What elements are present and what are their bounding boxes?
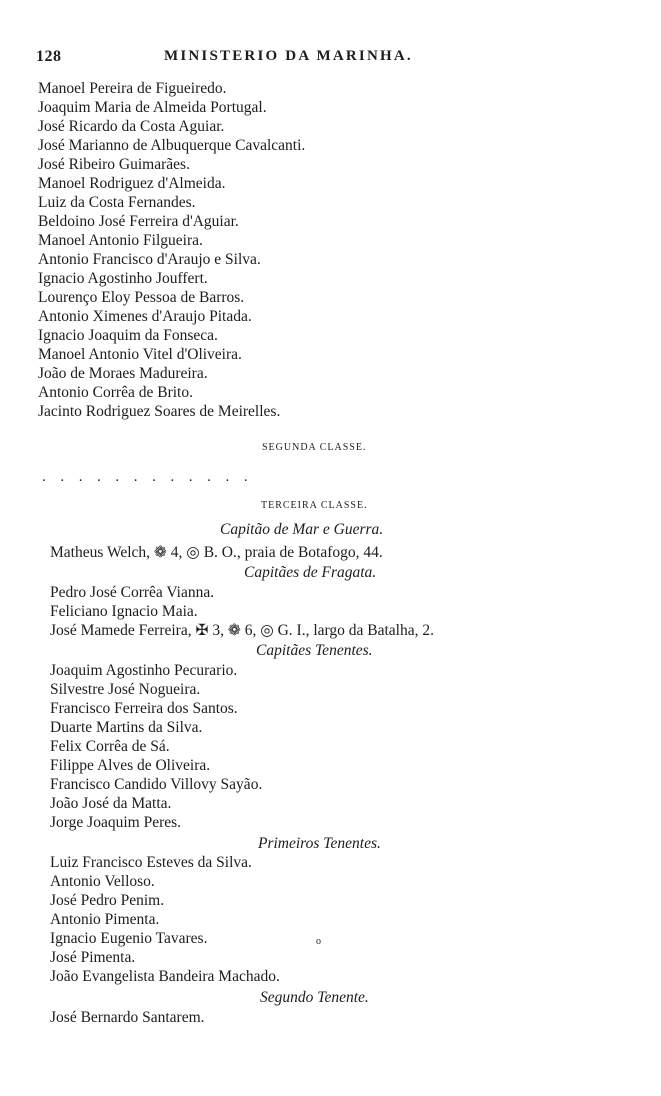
- list-item: Filippe Alves de Oliveira.: [50, 757, 211, 774]
- list-item: Luiz da Costa Fernandes.: [38, 194, 196, 211]
- list-item: Francisco Candido Villovy Sayão.: [50, 776, 263, 793]
- list-item: Lourenço Eloy Pessoa de Barros.: [38, 289, 245, 306]
- list-item: Jorge Joaquim Peres.: [50, 814, 182, 831]
- list-item: Manoel Rodriguez d'Almeida.: [38, 175, 226, 192]
- list-item: Manoel Antonio Filgueira.: [38, 232, 203, 249]
- list-item: Jacinto Rodriguez Soares de Meirelles.: [38, 403, 281, 420]
- list-item: Ignacio Agostinho Jouffert.: [38, 270, 208, 287]
- stray-print-mark: o: [316, 936, 321, 947]
- page-number: 128: [36, 48, 62, 65]
- list-item: José Ricardo da Costa Aguiar.: [38, 118, 225, 135]
- list-item: Antonio Francisco d'Araujo e Silva.: [38, 251, 261, 268]
- list-item: João Evangelista Bandeira Machado.: [50, 968, 280, 985]
- list-item: Feliciano Ignacio Maia.: [50, 603, 198, 620]
- segundo-tenente-heading: Segundo Tenente.: [260, 989, 369, 1006]
- primeiros-tenentes-heading: Primeiros Tenentes.: [258, 835, 381, 852]
- list-item: José Bernardo Santarem.: [50, 1009, 205, 1026]
- list-item: José Marianno de Albuquerque Cavalcanti.: [38, 137, 306, 154]
- list-item: Ignacio Eugenio Tavares.: [50, 930, 208, 947]
- list-item: Antonio Ximenes d'Araujo Pitada.: [38, 308, 252, 325]
- list-item: Antonio Velloso.: [50, 873, 155, 890]
- fragata-heading: Capitães de Fragata.: [244, 564, 377, 581]
- list-item: João José da Matta.: [50, 795, 172, 812]
- list-item: Ignacio Joaquim da Fonseca.: [38, 327, 218, 344]
- running-title: MINISTERIO DA MARINHA.: [164, 48, 413, 64]
- capitao-heading: Capitão de Mar e Guerra.: [220, 521, 384, 538]
- dotted-leader: ............: [42, 469, 263, 485]
- terceira-classe-heading: TERCEIRA CLASSE.: [261, 500, 368, 511]
- list-item: Manoel Pereira de Figueiredo.: [38, 80, 227, 97]
- list-item: Duarte Martins da Silva.: [50, 719, 203, 736]
- segunda-classe-heading: SEGUNDA CLASSE.: [262, 442, 367, 453]
- list-item: Felix Corrêa de Sá.: [50, 738, 170, 755]
- list-item: Antonio Pimenta.: [50, 911, 160, 928]
- list-item: Joaquim Agostinho Pecurario.: [50, 662, 238, 679]
- list-item: José Pimenta.: [50, 949, 136, 966]
- list-item: Francisco Ferreira dos Santos.: [50, 700, 238, 717]
- list-item: Antonio Corrêa de Brito.: [38, 384, 193, 401]
- list-item: Joaquim Maria de Almeida Portugal.: [38, 99, 267, 116]
- list-item: Manoel Antonio Vitel d'Oliveira.: [38, 346, 242, 363]
- list-item: José Mamede Ferreira, ✠ 3, ❁ 6, ◎ G. I., largo da Batalha, 2.: [50, 622, 434, 639]
- list-item: Silvestre José Nogueira.: [50, 681, 201, 698]
- list-item: José Ribeiro Guimarães.: [38, 156, 190, 173]
- list-item: João de Moraes Madureira.: [38, 365, 208, 382]
- page-header: [36, 48, 636, 70]
- list-item: Pedro José Corrêa Vianna.: [50, 584, 215, 601]
- list-item: Beldoino José Ferreira d'Aguiar.: [38, 213, 239, 230]
- capitao-entry: Matheus Welch, ❁ 4, ◎ B. O., praia de Botafogo, 44.: [50, 544, 383, 561]
- list-item: Luiz Francisco Esteves da Silva.: [50, 854, 252, 871]
- list-item: José Pedro Penim.: [50, 892, 165, 909]
- tenentes-heading: Capitães Tenentes.: [256, 642, 373, 659]
